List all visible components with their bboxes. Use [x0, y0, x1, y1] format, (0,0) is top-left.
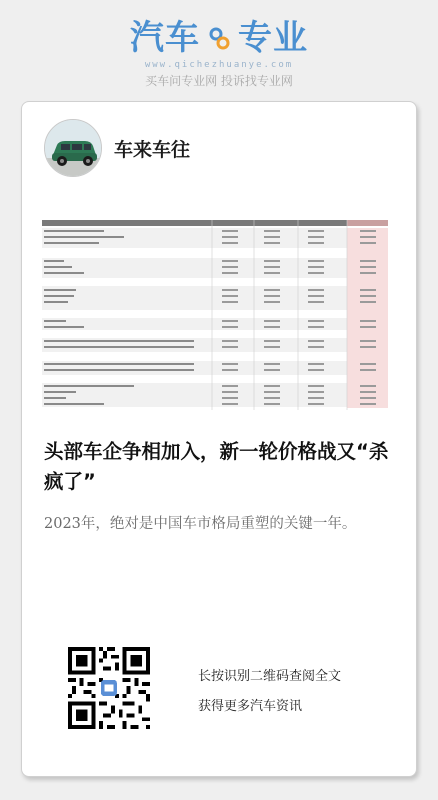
brand-title-left: 汽车	[130, 18, 200, 58]
qr-code-icon	[68, 647, 150, 729]
car-avatar-icon	[45, 120, 102, 177]
brand-title-right: 专业	[238, 18, 308, 58]
avatar	[44, 119, 102, 177]
article-summary: 2023年，绝对是中国车市格局重塑的关键一年。	[44, 516, 357, 532]
qr-caption-line2: 获得更多汽车资讯	[198, 699, 303, 714]
brand-logo	[130, 18, 308, 58]
article-card[interactable]	[21, 101, 417, 777]
article-headline[interactable]: 头部车企争相加入，新一轮价格战又“杀疯了”	[44, 440, 389, 493]
brand-header	[0, 18, 438, 90]
author-block[interactable]	[44, 119, 190, 177]
qr-caption	[198, 662, 341, 722]
article-thumbnail[interactable]	[42, 214, 388, 410]
qr-caption-line1: 长按识别二维码查阅全文	[198, 669, 342, 684]
gear-icon	[206, 25, 232, 51]
brand-url: www.qichezhuanye.com	[144, 60, 294, 70]
table-thumbnail-image	[42, 214, 388, 410]
qr-code	[68, 647, 150, 729]
brand-slogan: 买车问专业网 投诉找专业网	[145, 74, 293, 88]
author-name: 车来车往	[114, 138, 191, 161]
